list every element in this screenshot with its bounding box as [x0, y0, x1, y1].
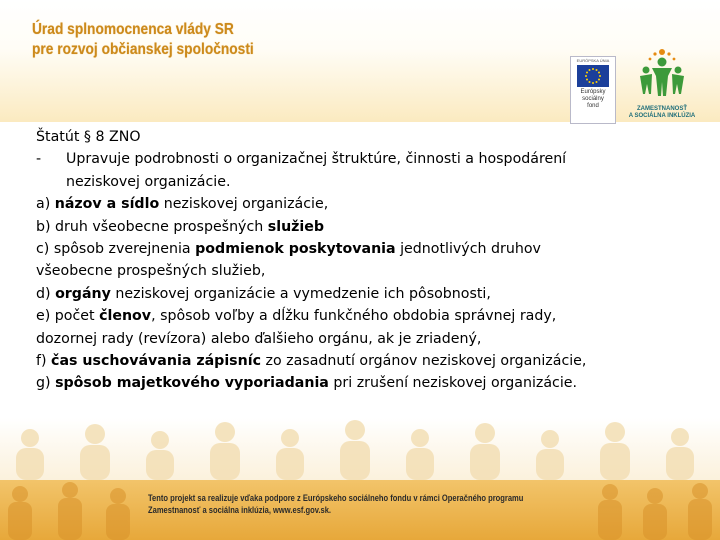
- eu-flag-icon: [577, 65, 609, 87]
- item-a-prefix: a): [36, 196, 55, 213]
- item-d-keyword: orgány: [55, 285, 111, 302]
- employment-inclusion-caption: [626, 106, 698, 120]
- list-item-e-continued: dozornej rady (revízora) alebo ďalšieho orgánu, ak je zriadený,: [36, 330, 482, 347]
- statute-title: Štatút § 8 ZNO: [36, 129, 141, 145]
- list-item-e: [36, 305, 696, 327]
- header-title-line-1: Úrad splnomocnenca vlády SR: [32, 21, 234, 38]
- people-group-icon: [626, 46, 698, 104]
- header-title: [32, 20, 254, 60]
- esf-logo-label: [573, 89, 613, 110]
- slide-body: [36, 126, 696, 395]
- employment-inclusion-logo: [626, 46, 698, 122]
- esf-label-line: fond: [587, 103, 599, 109]
- item-d-suffix: neziskovej organizácie a vymedzenie ich pôsobnosti,: [110, 285, 491, 302]
- esf-label-line: sociálny: [582, 96, 604, 102]
- zsi-caption-line: A SOCIÁLNA INKLÚZIA: [628, 113, 696, 119]
- item-e-prefix: e) počet: [36, 308, 100, 325]
- zsi-caption-line: ZAMESTNANOSŤ: [637, 106, 687, 112]
- item-f-keyword: čas uschovávania zápisníc: [51, 353, 262, 370]
- list-item-a: [36, 193, 696, 215]
- list-item-f: [36, 350, 696, 372]
- footer-line-1: Tento projekt sa realizuje vďaka podpore z Európskeho sociálneho fondu v rámci Operačného programu: [148, 493, 524, 503]
- item-g-suffix: pri zrušení neziskovej organizácie.: [328, 375, 578, 392]
- esf-logo: [570, 56, 616, 124]
- item-c-prefix: c) spôsob zverejnenia: [36, 241, 196, 258]
- item-a-keyword: názov a sídlo: [54, 196, 160, 213]
- header-title-line-2: pre rozvoj občianskej spoločnosti: [32, 41, 254, 58]
- list-item-g: [36, 372, 696, 394]
- item-c-suffix: jednotlivých druhov: [395, 241, 541, 258]
- bullet-item: [36, 148, 696, 170]
- list-item-d: [36, 283, 696, 305]
- item-f-suffix: zo zasadnutí orgánov neziskovej organizácie,: [261, 353, 587, 370]
- bullet-text-line-2: neziskovej organizácie.: [66, 173, 231, 190]
- item-f-prefix: f): [36, 353, 52, 370]
- item-g-keyword: spôsob majetkového vyporiadania: [55, 375, 329, 392]
- item-c-keyword: podmienok poskytovania: [195, 241, 396, 258]
- bullet-text-line-1: Upravuje podrobnosti o organizačnej štruktúre, činnosti a hospodárení: [66, 151, 567, 168]
- esf-label-line: Európsky: [580, 89, 606, 95]
- bullet-mark: -: [36, 151, 42, 168]
- item-e-suffix: , spôsob voľby a dĺžku funkčného obdobia správnej rady,: [151, 308, 557, 325]
- list-item-b: [36, 216, 696, 238]
- item-b-prefix: b) druh všeobecne prospešných: [36, 218, 268, 235]
- list-item-c: [36, 238, 696, 260]
- item-b-keyword: služieb: [267, 218, 325, 235]
- list-item-c-continued: všeobecne prospešných služieb,: [36, 263, 266, 280]
- footer-line-2: Zamestnanosť a sociálna inklúzia, www.esf.gov.sk.: [148, 505, 332, 515]
- item-e-keyword: členov: [99, 308, 152, 325]
- item-d-prefix: d): [36, 285, 56, 302]
- crowd-silhouette-icon: [0, 418, 720, 480]
- footer-text: [148, 492, 524, 516]
- esf-logo-top-text: EURÓPSKA ÚNIA: [576, 58, 610, 63]
- crowd-silhouette-band: [0, 418, 720, 480]
- item-g-prefix: g): [36, 375, 56, 392]
- item-a-suffix: neziskovej organizácie,: [159, 196, 329, 213]
